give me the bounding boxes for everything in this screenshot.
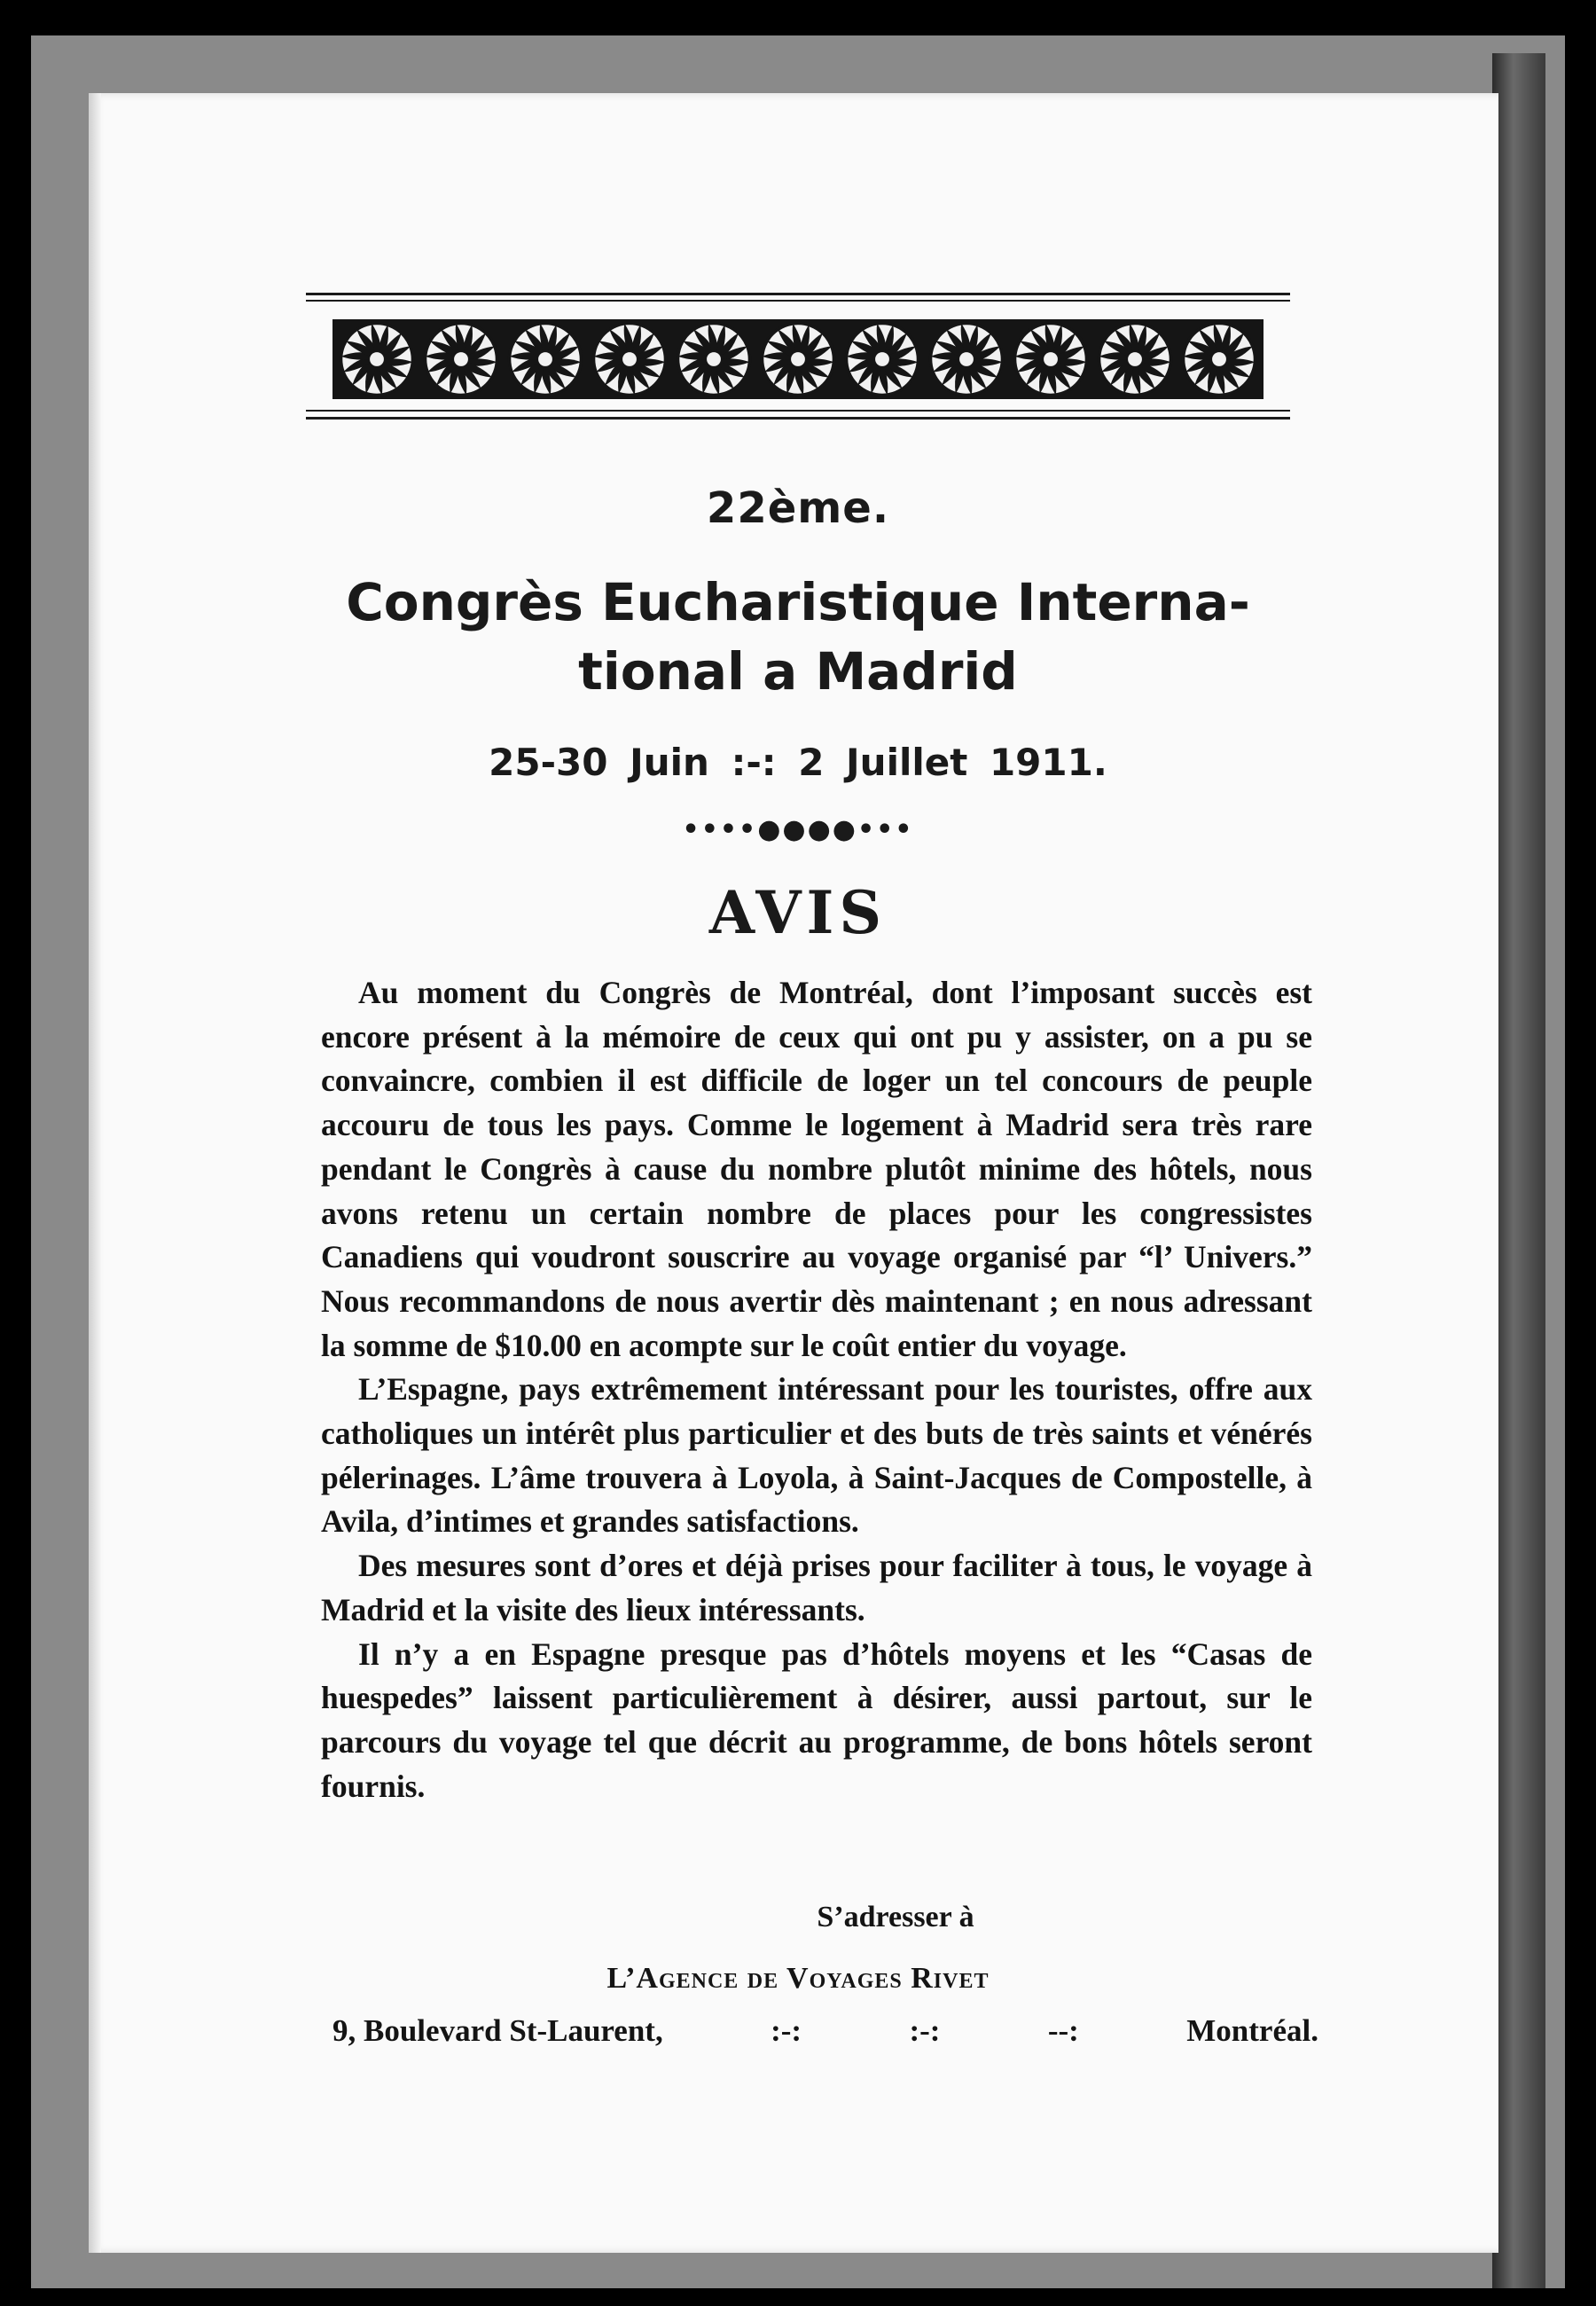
rosette-ornament-icon — [422, 320, 500, 398]
title-line-2: tional a Madrid — [578, 641, 1018, 702]
rosette-strip — [332, 319, 1264, 399]
notice-heading: AVIS — [708, 878, 888, 947]
address-separator: --: — [1047, 2013, 1079, 2048]
ornament-rule-bottom — [306, 417, 1290, 420]
address-line — [332, 2013, 1318, 2049]
address-separator: :-: — [771, 2013, 802, 2048]
ornament-rule-top — [306, 293, 1290, 295]
rosette-ornament-icon — [506, 320, 584, 398]
contact-intro: S’adresser à — [817, 1901, 974, 1933]
ornament-rule-top-inner — [306, 300, 1290, 302]
rosette-ornament-icon — [338, 320, 416, 398]
city-name: Montréal. — [1186, 2013, 1318, 2048]
congress-dates: 25-30 Juin :-: 2 Juillet 1911. — [489, 741, 1107, 784]
ornament-band — [306, 293, 1290, 421]
paragraph: Au moment du Congrès de Montréal, dont l’imposant succès est encore présent à la mémoire de ceux qui ont pu y assister, on a pu se convaincre, combien il est difficile de loger un tel concours de peuple accouru de tous les pays. Comme le logement à Madrid sera très rare pendant le Congrès à cause du nombre plutôt minime des hôtels, nous avons retenu un certain nombre de places pour les congressistes Canadiens qui voudront souscrire au voyage organisé par “l’ Univers.” Nous recommandons de nous avertir dès maintenant ; en nous adressant la somme de $10.00 en acompte sur le coût entier du voyage. — [321, 975, 1312, 1363]
congress-title — [0, 568, 1596, 706]
rosette-ornament-icon — [1012, 320, 1090, 398]
title-line-1: Congrès Eucharistique Interna- — [346, 572, 1250, 632]
rosette-ornament-icon — [927, 320, 1005, 398]
rosette-ornament-icon — [759, 320, 837, 398]
paragraph: Des mesures sont d’ores et déjà prises pour faciliter à tous, le voyage à Madrid et la visite des lieux intéressants. — [321, 1548, 1312, 1628]
notice-body — [321, 971, 1312, 1808]
address-separator: :-: — [909, 2013, 941, 2048]
paragraph: Il n’y a en Espagne presque pas d’hôtels moyens et les “Casas de huespedes” laissent particulièrement à désirer, aussi partout, sur le parcours du voyage tel que décrit au programme, de bons hôtels seront fournis. — [321, 1635, 1312, 1804]
rosette-ornament-icon — [675, 320, 753, 398]
rosette-ornament-icon — [843, 320, 921, 398]
ornamental-separator: ••••●●●●••• — [682, 814, 914, 845]
ornament-rule-bottom-inner — [306, 410, 1290, 412]
book-spine — [1492, 53, 1545, 2288]
street-address: 9, Boulevard St-Laurent, — [332, 2013, 663, 2048]
rosette-ornament-icon — [1096, 320, 1174, 398]
rosette-ornament-icon — [1180, 320, 1258, 398]
rosette-ornament-icon — [591, 320, 669, 398]
agency-name: L’Agence de Voyages Rivet — [606, 1962, 990, 1995]
edition-heading: 22ème. — [706, 483, 890, 533]
paragraph: L’Espagne, pays extrêmement intéressant pour les touristes, offre aux catholiques un intérêt plus particulier et des buts de très saints et vénérés pélerinages. L’âme trouvera à Loyola, à Saint-Jacques de Compostelle, à Avila, d’intimes et grandes satisfactions. — [321, 1371, 1312, 1540]
